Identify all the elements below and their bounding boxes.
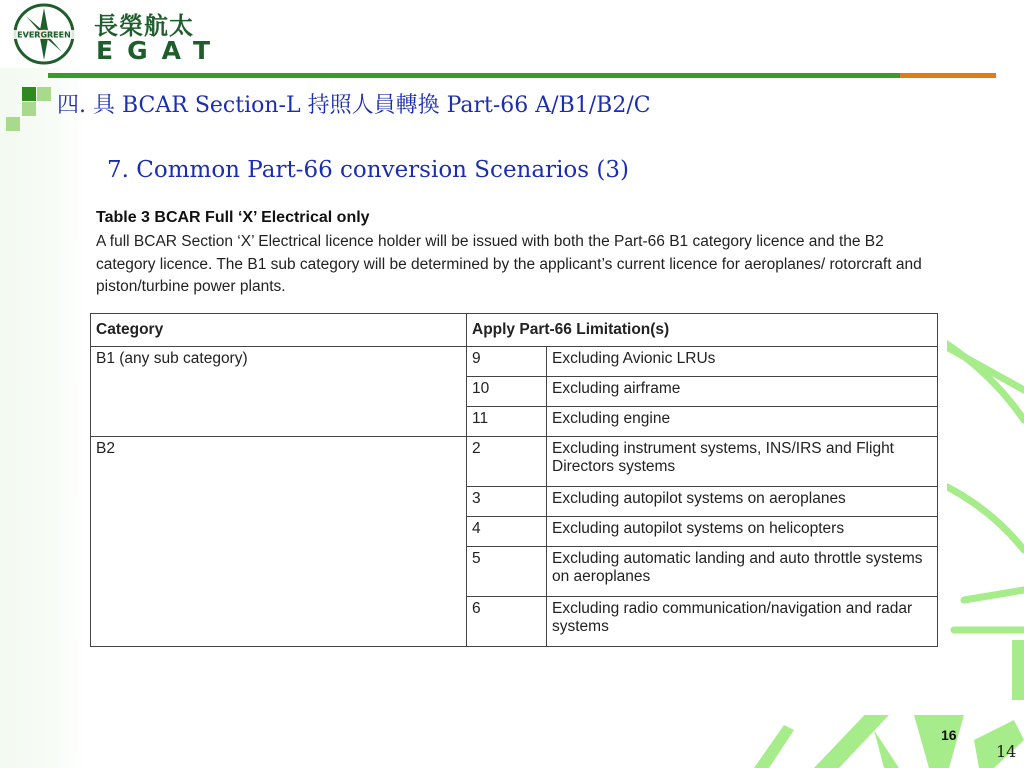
evergreen-emblem xyxy=(2,2,86,66)
limitation-code: 10 xyxy=(467,377,547,407)
limitation-code: 11 xyxy=(467,407,547,437)
category-cell: B1 (any sub category) xyxy=(91,347,467,437)
limitation-code: 5 xyxy=(467,547,547,597)
header-divider-orange xyxy=(900,73,996,78)
bullet-square-icon xyxy=(22,87,36,101)
header-limitations: Apply Part-66 Limitation(s) xyxy=(467,314,938,347)
limitation-text: Excluding radio communication/navigation and radar systems xyxy=(547,597,938,647)
table-row xyxy=(91,347,938,377)
doc-paragraph: A full BCAR Section ‘X’ Electrical licence holder will be issued with both the Part-66 B1 category licence and the B2 category licence. The B1 sub category will be determined by the applicant’s current licence for aeroplanes/ rotorcraft and piston/turbine power plants. xyxy=(96,233,922,295)
table-header-row xyxy=(91,314,938,347)
limitation-text: Excluding autopilot systems on aeroplanes xyxy=(547,487,938,517)
slide-page-number: 14 xyxy=(996,742,1017,761)
brand-name-english: EGAT xyxy=(96,36,225,65)
bullet-square-icon xyxy=(6,117,20,131)
bullet-square-icon xyxy=(37,87,51,101)
header-logo xyxy=(0,0,260,68)
brand-name-chinese: 長榮航太 xyxy=(94,12,194,40)
limitation-code: 6 xyxy=(467,597,547,647)
source-page-number: 16 xyxy=(941,727,957,743)
limitation-text: Excluding instrument systems, INS/IRS and Flight Directors systems xyxy=(547,437,938,487)
category-cell: B2 xyxy=(91,437,467,647)
limitation-text: Excluding airframe xyxy=(547,377,938,407)
limitation-text: Excluding engine xyxy=(547,407,938,437)
slide-heading: 四. 具 BCAR Section-L 持照人員轉換 Part-66 A/B1/B2/C xyxy=(57,93,651,118)
limitation-code: 3 xyxy=(467,487,547,517)
doc-table-title: Table 3 BCAR Full ‘X’ Electrical only xyxy=(96,209,370,226)
header-category: Category xyxy=(91,314,467,347)
limitation-text: Excluding automatic landing and auto throttle systems on aeroplanes xyxy=(547,547,938,597)
limitation-text: Excluding autopilot systems on helicopters xyxy=(547,517,938,547)
emblem-text: EVERGREEN xyxy=(17,30,71,40)
limitation-code: 4 xyxy=(467,517,547,547)
limitation-code: 9 xyxy=(467,347,547,377)
bullet-square-icon xyxy=(22,102,36,116)
left-decor-band xyxy=(0,68,87,768)
table-row xyxy=(91,437,938,487)
limitation-text: Excluding Avionic LRUs xyxy=(547,347,938,377)
header-divider-green xyxy=(48,73,900,78)
limitations-table xyxy=(90,313,938,647)
slide-subheading: 7. Common Part-66 conversion Scenarios (3) xyxy=(107,157,629,183)
limitation-code: 2 xyxy=(467,437,547,487)
document-excerpt xyxy=(87,200,947,715)
